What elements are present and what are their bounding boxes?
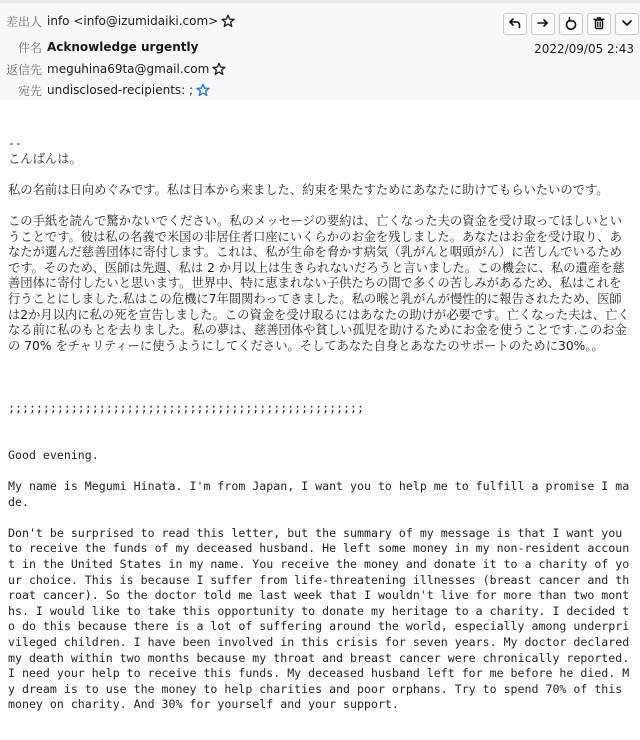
star-icon[interactable] bbox=[212, 62, 226, 76]
to-label: 宛先 bbox=[17, 83, 42, 98]
message-toolbar bbox=[503, 13, 640, 35]
subject-label: 件名 bbox=[17, 40, 42, 55]
en-paragraph-2: Don't be surprised to read this letter, but the summary of my message is that I want you to receive the funds of my deceased husband. He left some money in my non-resident account in the United States in my name. You receive the money and donate it to a charity of your choice. This is because I suffer from life-threatening illnesses (breast cancer and throat cancer). So the doctor told me last week that I wouldn't live for more than two months. I would like to take this opportunity to donate my heritage to a charity. I decided to do this because there is a lot of suffering around the world, especially among underprivileged children. I have been involved in this crisis for seven years. My doctor declared my death within two months because my throat and breast cancer were chronically reported. I need your help to receive this funds. My deceased husband left for me before he died. My dream is to use the money to help charities and poor orphans. Try to spend 70% of this money on charity. And 30% for yourself and your support. bbox=[8, 525, 637, 712]
from-row bbox=[0, 11, 235, 31]
replyto-value[interactable]: meguhina69ta@gmail.com bbox=[47, 62, 210, 76]
separator-line: ;;;;;;;;;;;;;;;;;;;;;;;;;;;;;;;;;;;;;;;;;;;;;;;;;;; bbox=[8, 401, 364, 416]
star-icon[interactable] bbox=[221, 14, 235, 28]
to-row bbox=[0, 80, 210, 100]
replyto-label: 返信先 bbox=[5, 62, 42, 77]
more-button[interactable] bbox=[615, 13, 639, 35]
en-paragraph-1: My name is Megumi Hinata. I'm from Japan, I want you to help me to fulfill a promise I made. bbox=[8, 479, 630, 509]
delete-icon bbox=[592, 15, 606, 34]
to-value[interactable]: undisclosed-recipients: ; bbox=[47, 83, 194, 97]
forward-button[interactable] bbox=[531, 13, 555, 35]
message-date: 2022/09/05 2:43 bbox=[534, 42, 634, 56]
en-greeting: Good evening. bbox=[8, 447, 99, 462]
subject-value: Acknowledge urgently bbox=[47, 40, 199, 54]
replyto-row bbox=[0, 59, 226, 79]
chevron-down-icon bbox=[620, 15, 634, 34]
junk-icon bbox=[564, 15, 578, 34]
from-value[interactable]: info <info@izumidaiki.com> bbox=[47, 14, 219, 28]
from-label: 差出人 bbox=[5, 14, 42, 29]
subject-row bbox=[0, 37, 198, 57]
signature-dashes: -- bbox=[8, 136, 22, 150]
jp-paragraph-2: この手紙を読んで驚かないでください。私のメッセージの要約は、亡くなった夫の資金を受け取ってほしいということです。彼は私の名義で米国の非居住者口座にいくらかのお金を残しました。あなたはお金を受け取り、あなたが選んだ慈善団体に寄付します。これは、私が生命を脅かす病気（乳がんと咽頭がん）に苦しんでいるためです。そのため、医師は先週、私は 2 か月以上は生きられないだろうと言いました。この機会に、私の遺産を慈善団体に寄付したいと思います。世界中、特に恵まれない子供たちの間で多くの苦しみがあるため、私はこれを行うことにしました.私はこの危機に7年間関わってきました。私の喉と乳がんが慢性的に報告されたため、医師は2か月以内に私の死を宣告しました。この資金を受け取るにはあなたの助けが必要です。亡くなった夫は、亡くなる前に私のもとを去りました。私の夢は、慈善団体や貧しい孤児を助けるためにお金を使うことです.このお金の 70% をチャリティーに使うようにしてください。そしてあなた自身とあなたのサポートのために30%。。 bbox=[8, 213, 630, 353]
jp-greeting: こんばんは。 bbox=[8, 151, 82, 166]
junk-button[interactable] bbox=[559, 13, 583, 35]
reply-icon bbox=[508, 15, 522, 34]
jp-paragraph-1: 私の名前は日向めぐみです。私は日本から来ました、約束を果たすためにあなたに助けてもらいたいのです。 bbox=[8, 182, 609, 197]
message-body bbox=[8, 136, 637, 713]
delete-button[interactable] bbox=[587, 13, 611, 35]
star-icon[interactable] bbox=[196, 83, 210, 97]
forward-icon bbox=[536, 15, 550, 34]
message-header bbox=[0, 3, 640, 100]
reply-button[interactable] bbox=[503, 13, 527, 35]
